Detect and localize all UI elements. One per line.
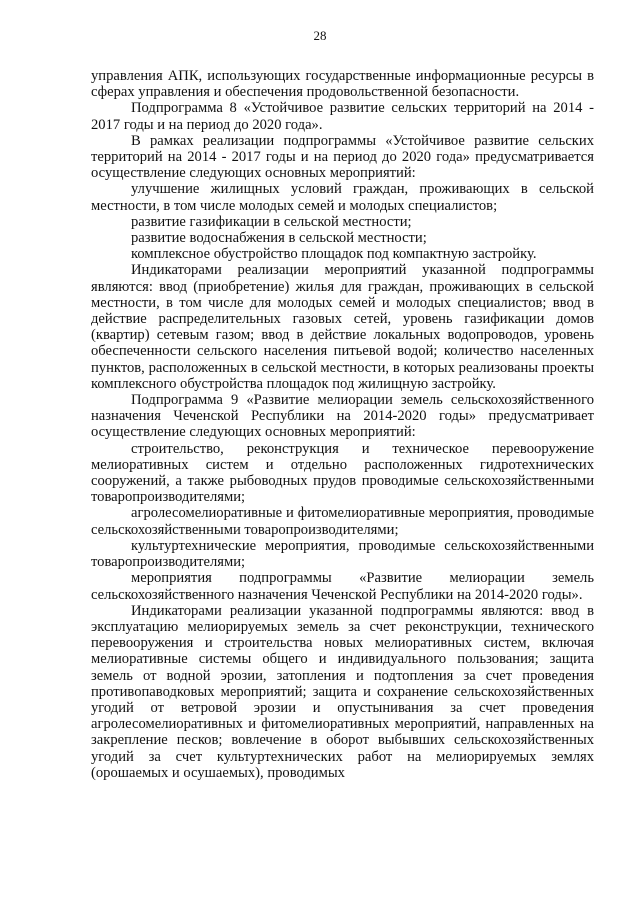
document-body	[91, 68, 594, 781]
page-number: 28	[313, 28, 327, 43]
list-item-agroforestry: агролесомелиоративные и фитомелиоративные мероприятия, проводимые сельскохозяйственными товаропроизводителями;	[91, 505, 594, 538]
paragraph-subprogram-9-indicators: Индикаторами реализации указанной подпрограммы являются: ввод в эксплуатацию мелиорируемых земель за счет реконструкции, технического перевооружения и строительства новых мелиоративных систем, включая мелиоративные системы общего и индивидуального пользования; защита земель от водной эрозии, затопления и подтопления за счет проведения противопаводковых мероприятий; защита и сохранение сельскохозяйственных угодий от ветровой эрозии и опустынивания за счет проведения агролесомелиоративных и фитомелиоративных мероприятий, направленных на закрепление песков; вовлечение в оборот выбывших сельскохозяйственных угодий за счет культуртехнических работ на мелиорируемых землях (орошаемых и осушаемых), проводимых	[91, 602, 594, 781]
paragraph-subprogram-8-intro: В рамках реализации подпрограммы «Устойчивое развитие сельских территорий на 2014 - 2017 годы и на период до 2020 года» предусматривается осуществление следующих основных мероприятий:	[91, 132, 594, 182]
paragraph-subprogram-8-indicators: Индикаторами реализации мероприятий указанной подпрограммы являются: ввод (приобретение) жилья для граждан, проживающих в сельской местности, в том числе для молодых семей и молодых специалистов; ввод в действие распределительных газовых сетей, уровень газификации домов (квартир) сетевым газом; ввод в действие локальных водопроводов, уровень обеспеченности сельского населения питьевой водой; количество населенных пунктов, расположенных в сельской местности, в которых реализованы проекты комплексного обустройства площадок под жилищную застройку.	[91, 262, 594, 392]
list-item-housing: улучшение жилищных условий граждан, проживающих в сельской местности, в том числе молодых семей и молодых специалистов;	[91, 181, 594, 214]
list-item-construction: строительство, реконструкция и техническое перевооружение мелиоративных систем и отдельно расположенных гидротехнических сооружений, а также рыбоводных прудов проводимые сельскохозяйственными товаропроизводителями;	[91, 440, 594, 506]
paragraph-apk-resources: управления АПК, использующих государственные информационные ресурсы в сферах управления и обеспечения продовольственной безопасности.	[91, 68, 594, 101]
list-item-site-development: комплексное обустройство площадок под компактную застройку.	[131, 246, 537, 263]
list-item-cultural-technical: культуртехнические мероприятия, проводимые сельскохозяйственными товаропроизводителями;	[91, 537, 594, 571]
paragraph-subprogram-9-intro: Подпрограмма 9 «Развитие мелиорации земель сельскохозяйственного назначения Чеченской Республики на 2014-2020 годы» предусматривает осуществление следующих основных мероприятий:	[91, 392, 594, 441]
paragraph-subprogram-8-title: Подпрограмма 8 «Устойчивое развитие сельских территорий на 2014 - 2017 годы и на период до 2020 года».	[91, 100, 594, 133]
list-item-water-supply: развитие водоснабжения в сельской местности;	[131, 230, 427, 247]
list-item-subprogram-measures: мероприятия подпрограммы «Развитие мелиорации земель сельскохозяйственного назначения Чеченской Республики на 2014-2020 годы».	[91, 570, 594, 603]
list-item-gasification: развитие газификации в сельской местности;	[131, 213, 412, 230]
